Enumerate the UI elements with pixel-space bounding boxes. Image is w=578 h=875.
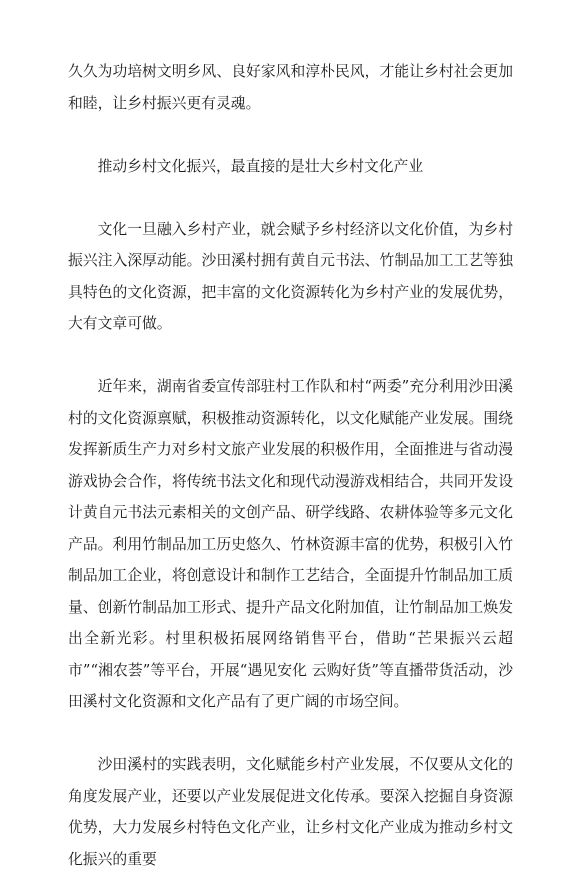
paragraph-1: 久久为功培树文明乡风、良好家风和淳朴民风，才能让乡村社会更加和睦，让乡村振兴更有灵魂。: [68, 63, 513, 112]
section-heading: 推动乡村文化振兴，最直接的是壮大乡村文化产业: [97, 157, 424, 175]
paragraph-3: 近年来，湖南省委宣传部驻村工作队和村“两委”充分利用沙田溪村的文化资源禀赋，积极推动资源转化，以文化赋能产业发展。围绕发挥新质生产力对乡村文旅产业发展的积极作用，全面推进与省动漫游戏协会合作，将传统书法文化和现代动漫游戏相结合，共同开发设计黄自元书法元素相关的文创产品、研学线路、农耕体验等多元文化产品。利用竹制品加工历史悠久、竹林资源丰富的优势，积极引入竹制品加工企业，将创意设计和制作工艺结合，全面提升竹制品加工质量、创新竹制品加工形式、提升产品文化附加值，让竹制品加工焕发出全新光彩。村里积极拓展网络销售平台，借助“芒果振兴云超市”“湘农荟”等平台，开展“遇见安化 云购好货”等直播带货活动，沙田溪村文化资源和文化产品有了更广阔的市场空间。: [68, 378, 513, 710]
paragraph-gap: [68, 340, 513, 372]
paragraph-gap: [68, 182, 513, 214]
paragraph-gap: [68, 718, 513, 750]
document-body: [68, 56, 513, 875]
paragraph-2: 文化一旦融入乡村产业，就会赋予乡村经济以文化价值，为乡村振兴注入深厚动能。沙田溪村拥有黄自元书法、竹制品加工工艺等独具特色的文化资源，把丰富的文化资源转化为乡村产业的发展优势，大有文章可做。: [68, 220, 513, 332]
paragraph-4: 沙田溪村的实践表明，文化赋能乡村产业发展，不仅要从文化的角度发展产业，还要以产业发展促进文化传承。要深入挖掘自身资源优势，大力发展乡村特色文化产业，让乡村文化产业成为推动乡村文化振兴的重要: [68, 756, 513, 868]
paragraph-gap: [68, 119, 513, 151]
